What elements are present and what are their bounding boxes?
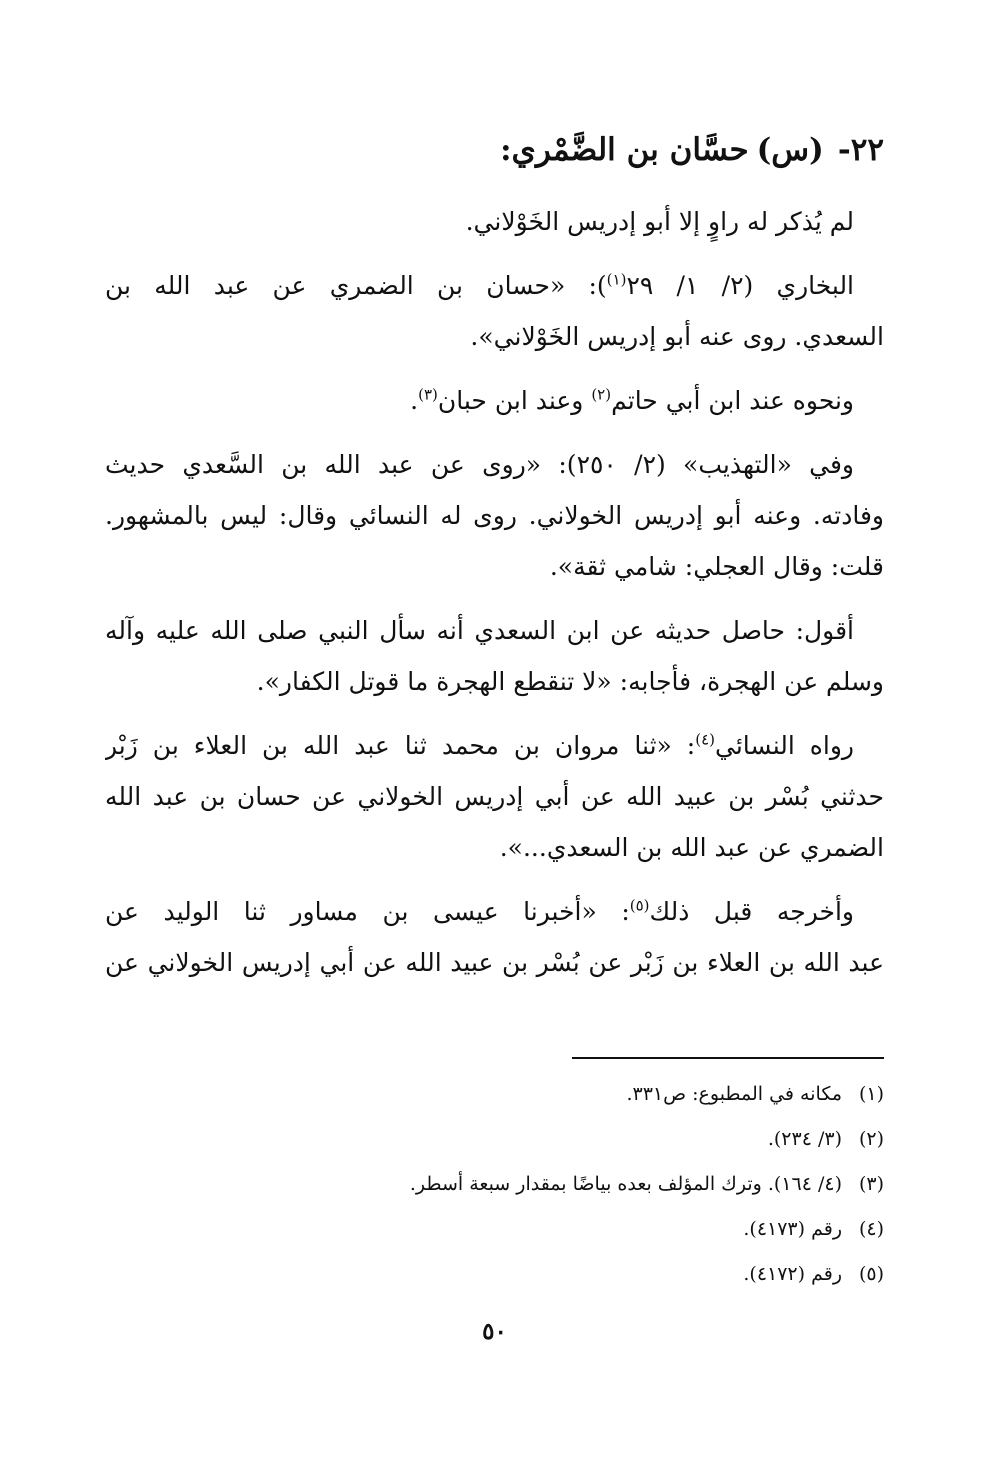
paragraph-7 xyxy=(105,886,884,988)
paragraph-4 xyxy=(105,439,884,592)
footnote-ref[interactable]: (١) xyxy=(606,270,627,289)
paragraph-5 xyxy=(105,605,884,707)
footnote-ref[interactable]: (٤) xyxy=(695,730,716,749)
footnote-text: مكانه في المطبوع: ص٣٣١. xyxy=(626,1083,842,1105)
entry-symbol: (س) xyxy=(756,132,824,168)
footnote-number: (١) xyxy=(858,1083,884,1105)
footnote-number: (٣) xyxy=(858,1173,884,1195)
paragraph-line: الضمري عن عبد الله بن السعدي...». xyxy=(499,833,884,862)
paragraph-3 xyxy=(105,375,884,426)
text-run: ونحوه عند ابن أبي حاتم xyxy=(611,386,854,415)
footnote-item xyxy=(105,1207,884,1252)
footnote-number: (٥) xyxy=(858,1263,884,1285)
paragraph-line: وسلم عن الهجرة، فأجابه: «لا تنقطع الهجرة ما قوتل الكفار». xyxy=(256,667,884,696)
footnote-separator xyxy=(572,1057,884,1059)
paragraph-line: حدثني بُسْر بن عبيد الله عن أبي إدريس الخولاني عن حسان بن عبد الله xyxy=(105,782,884,811)
text-run: . xyxy=(410,386,419,415)
paragraph-line: عبد الله بن العلاء بن زَبْر عن بُسْر بن عبيد الله عن أبي إدريس الخولاني عن xyxy=(105,948,884,977)
paragraph-1 xyxy=(105,196,884,247)
paragraph-line: وفي «التهذيب» (٢/ ٢٥٠): «روى عن عبد الله بن السَّعدي حديث xyxy=(105,450,855,479)
footnote-ref[interactable]: (٢) xyxy=(591,385,612,404)
paragraph-line xyxy=(105,375,884,426)
footnote-ref[interactable]: (٣) xyxy=(418,385,438,404)
footnote-text: رقم (٤١٧٣). xyxy=(743,1218,842,1240)
paragraph-line xyxy=(105,886,884,937)
footnote-item xyxy=(105,1162,884,1207)
paragraph-line xyxy=(105,720,884,771)
footnote-text: رقم (٤١٧٢). xyxy=(743,1263,842,1285)
paragraph-6 xyxy=(105,720,884,873)
footnote-item xyxy=(105,1252,884,1297)
text-run: وعند ابن حبان xyxy=(437,386,592,415)
paragraph-line: السعدي. روى عنه أبو إدريس الخَوْلاني». xyxy=(470,322,884,351)
footnote-number: (٢) xyxy=(858,1128,884,1150)
footnote-item xyxy=(105,1072,884,1117)
entry-heading xyxy=(105,126,884,174)
footnote-text: (٤/ ١٦٤). وترك المؤلف بعده بياضًا بمقدار سبعة أسطر. xyxy=(409,1173,842,1195)
footnote-ref[interactable]: (٥) xyxy=(629,896,650,915)
entry-name: حسَّان بن الضَّمْري: xyxy=(500,132,749,168)
footnote-item xyxy=(105,1117,884,1162)
body-text xyxy=(105,196,884,1001)
text-run: : «ثنا مروان بن محمد ثنا عبد الله بن العلاء بن زَبْر xyxy=(105,731,696,760)
footnote-number: (٤) xyxy=(858,1218,884,1240)
page-number: ٥٠ xyxy=(482,1318,507,1345)
paragraph-line: وفادته. وعنه أبو إدريس الخولاني. روى له النسائي وقال: ليس بالمشهور. xyxy=(105,501,884,530)
paragraph-line: لم يُذكر له راوٍ إلا أبو إدريس الخَوْلاني. xyxy=(465,207,854,236)
paragraph-line: قلت: وقال العجلي: شامي ثقة». xyxy=(549,552,884,581)
paragraph-line: أقول: حاصل حديثه عن ابن السعدي أنه سأل النبي صلى الله عليه وآله xyxy=(105,616,854,645)
footnotes xyxy=(105,1072,884,1297)
entry-number: ٢٢- xyxy=(837,132,884,168)
text-run: البخاري (٢/ ١/ ٢٩ xyxy=(626,271,855,300)
paragraph-line xyxy=(105,260,884,311)
book-page xyxy=(105,0,884,1457)
footnote-text: (٣/ ٢٣٤). xyxy=(767,1128,842,1150)
text-run: رواه النسائي xyxy=(715,731,854,760)
text-run: وأخرجه قبل ذلك xyxy=(649,897,854,926)
text-run: : «أخبرنا عيسى بن مساور ثنا الوليد عن xyxy=(105,897,630,926)
paragraph-2 xyxy=(105,260,884,362)
text-run: ): «حسان بن الضمري عن عبد الله بن xyxy=(105,271,607,300)
